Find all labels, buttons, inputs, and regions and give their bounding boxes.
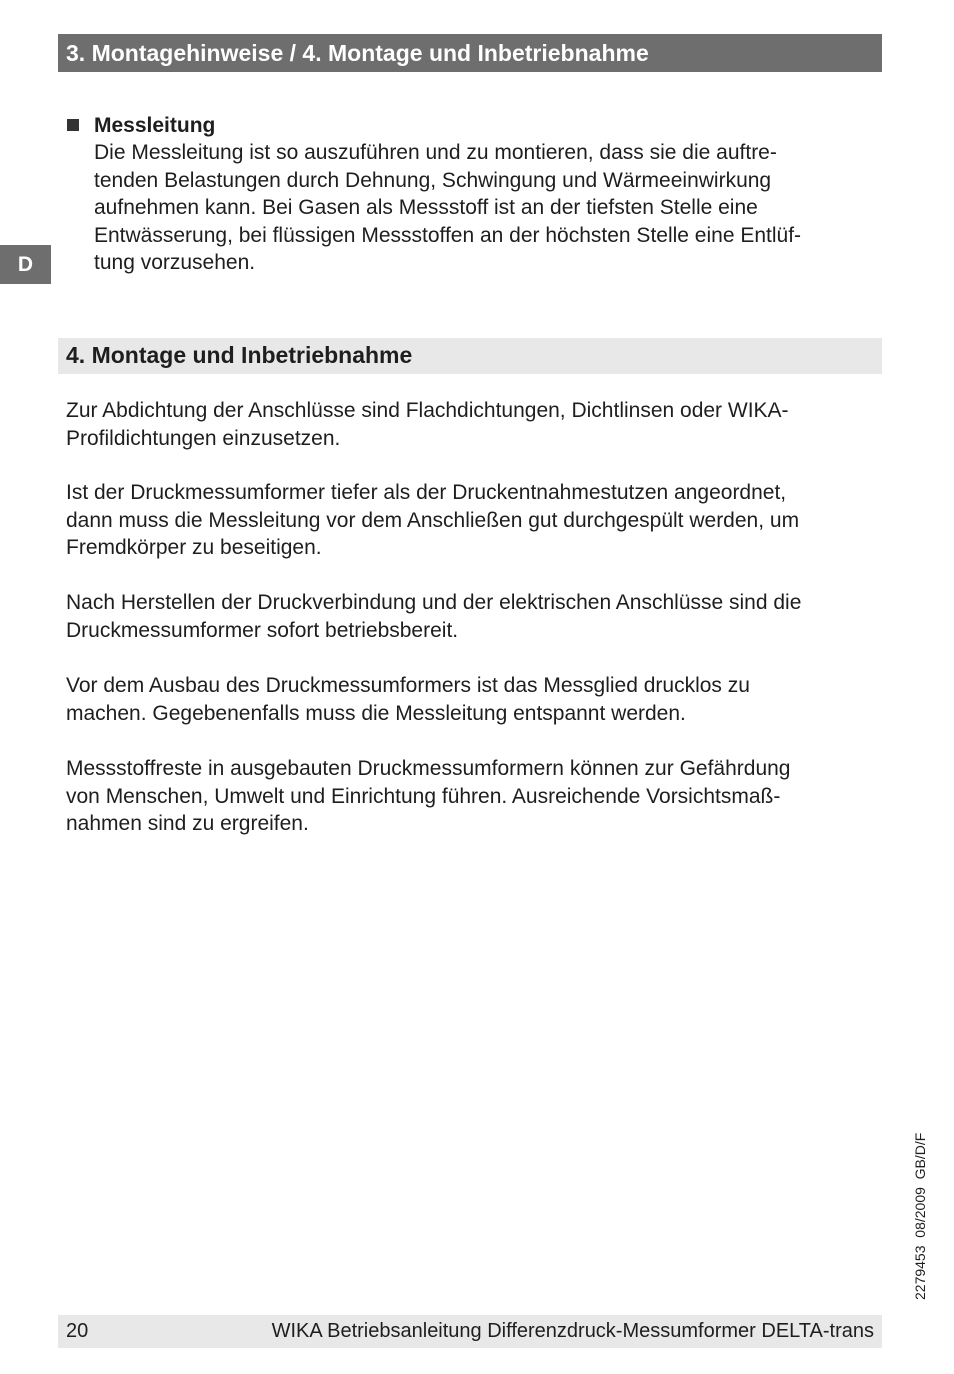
text-line: Zur Abdichtung der Anschlüsse sind Flachdichtungen, Dichtlinsen oder WIKA- (66, 399, 789, 422)
footer-title: WIKA Betriebsanleitung Differenzdruck-Messumformer DELTA-trans (271, 1320, 874, 1342)
square-bullet-icon (67, 119, 79, 131)
language-tab: D (0, 245, 51, 284)
text-line: Ist der Druckmessumformer tiefer als der Druckentnahmestutzen angeordnet, (66, 481, 787, 504)
text-line: tenden Belastungen durch Dehnung, Schwingung und Wärmeeinwirkung (94, 168, 772, 192)
messleitung-body (94, 139, 801, 277)
text-line: Fremdkörper zu beseitigen. (66, 536, 322, 560)
paragraph (66, 755, 790, 838)
text-line: Entwässerung, bei flüssigen Messstoffen an der höchsten Stelle eine Entlüf- (94, 223, 802, 247)
text-line: Die Messleitung ist so auszuführen und zu montieren, dass sie die auftre- (94, 141, 777, 164)
text-line: Vor dem Ausbau des Druckmessumformers ist das Messglied drucklos zu (66, 674, 750, 697)
text-line: Profildichtungen einzusetzen. (66, 426, 341, 450)
paragraph (66, 479, 799, 562)
document-code: 2279453 08/2009 GB/D/F (912, 1132, 928, 1300)
paragraph (66, 397, 789, 452)
text-line: aufnehmen kann. Bei Gasen als Messstoff ist an der tiefsten Stelle eine (94, 196, 758, 220)
text-line: von Menschen, Umwelt und Einrichtung führen. Ausreichende Vorsichtsmaß- (66, 784, 781, 808)
text-line: Druckmessumformer sofort betriebsbereit. (66, 618, 459, 642)
paragraph (66, 589, 801, 644)
text-line: Nach Herstellen der Druckverbindung und der elektrischen Anschlüsse sind die (66, 591, 802, 614)
text-line: nahmen sind zu ergreifen. (66, 812, 309, 836)
text-line: machen. Gegebenenfalls muss die Messleitung entspannt werden. (66, 701, 686, 725)
messleitung-title: Messleitung (94, 114, 216, 137)
page-footer (58, 1315, 882, 1348)
text-line: Messstoffreste in ausgebauten Druckmessumformern können zur Gefährdung (66, 757, 791, 780)
page-number: 20 (66, 1320, 89, 1342)
paragraph (66, 672, 750, 727)
text-line: dann muss die Messleitung vor dem Anschließen gut durchgespült werden, um (66, 508, 800, 532)
section-heading: 4. Montage und Inbetriebnahme (58, 338, 882, 374)
chapter-header: 3. Montagehinweise / 4. Montage und Inbetriebnahme (58, 34, 882, 72)
text-line: tung vorzusehen. (94, 251, 256, 275)
